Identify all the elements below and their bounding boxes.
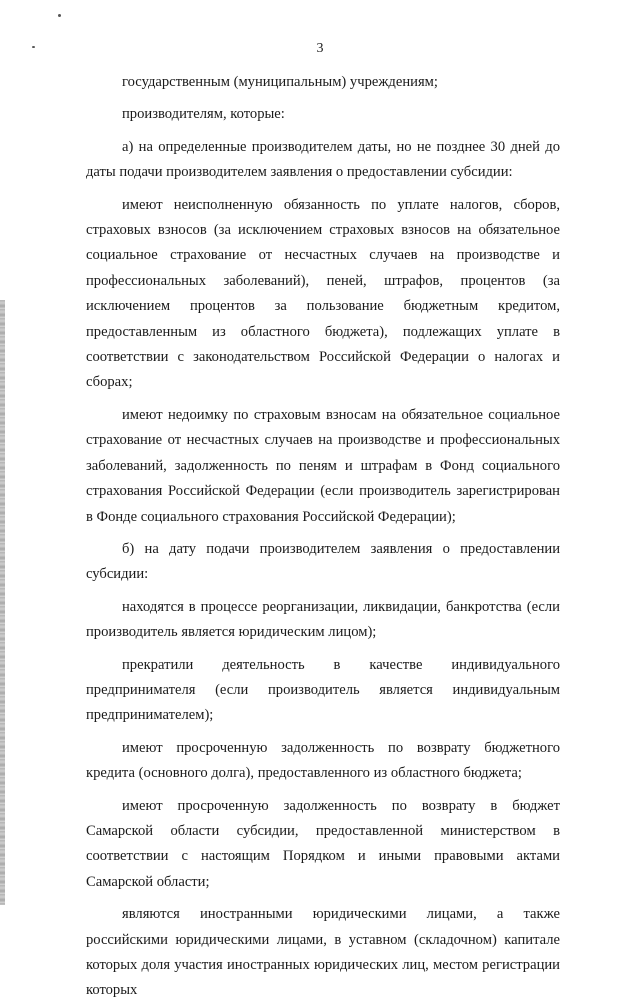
paragraph: производителям, которые: bbox=[122, 106, 285, 123]
paragraph: б) на дату подачи производителем заявления о предоставлении субсидии: bbox=[86, 540, 560, 583]
document-body bbox=[86, 70, 560, 1004]
paragraph: имеют просроченную задолженность по возврату бюджетного кредита (основного долга), предоставленного из областного бюджета; bbox=[86, 739, 560, 782]
scan-speck bbox=[58, 14, 61, 17]
page-number: 3 bbox=[316, 41, 324, 56]
paragraph: имеют просроченную задолженность по возврату в бюджет Самарской области субсидии, предоставленной министерством в соответствии с настоящим Порядком и иными правовыми актами Самарской области; bbox=[86, 797, 560, 890]
paragraph: имеют неисполненную обязанность по уплате налогов, сборов, страховых взносов (за исключением страховых взносов на обязательное социальное страхование от несчастных случаев на производстве и профессиональных заболеваний), пеней, штрафов, процентов (за исключением процентов за пользование бюджетным кредитом, предоставленным из областного бюджета), подлежащих уплате в соответствии с законодательством Российской Федерации о налогах и сборах; bbox=[86, 196, 560, 391]
scan-edge-shadow bbox=[0, 300, 5, 905]
paragraph: прекратили деятельность в качестве индивидуального предпринимателя (если производитель является индивидуальным предпринимателем); bbox=[86, 656, 560, 724]
paragraph: государственным (муниципальным) учреждениям; bbox=[122, 74, 438, 90]
paragraph: находятся в процессе реорганизации, ликвидации, банкротства (если производитель является юридическим лицом); bbox=[86, 598, 560, 641]
paragraph: а) на определенные производителем даты, но не позднее 30 дней до даты подачи производителем заявления о предоставлении субсидии: bbox=[86, 138, 560, 181]
paragraph: являются иностранными юридическими лицами, а также российскими юридическими лицами, в уставном (складочном) капитале которых доля участия иностранных юридических лиц, местом регистрации которых bbox=[86, 906, 560, 999]
paragraph: имеют недоимку по страховым взносам на обязательное социальное страхование от несчастных случаев на производстве и профессиональных заболеваний, задолженность по пеням и штрафам в Фонд социального страхования Российской Федерации (если производитель зарегистрирован в Фонде социального страхования Российской Федерации); bbox=[86, 406, 560, 525]
